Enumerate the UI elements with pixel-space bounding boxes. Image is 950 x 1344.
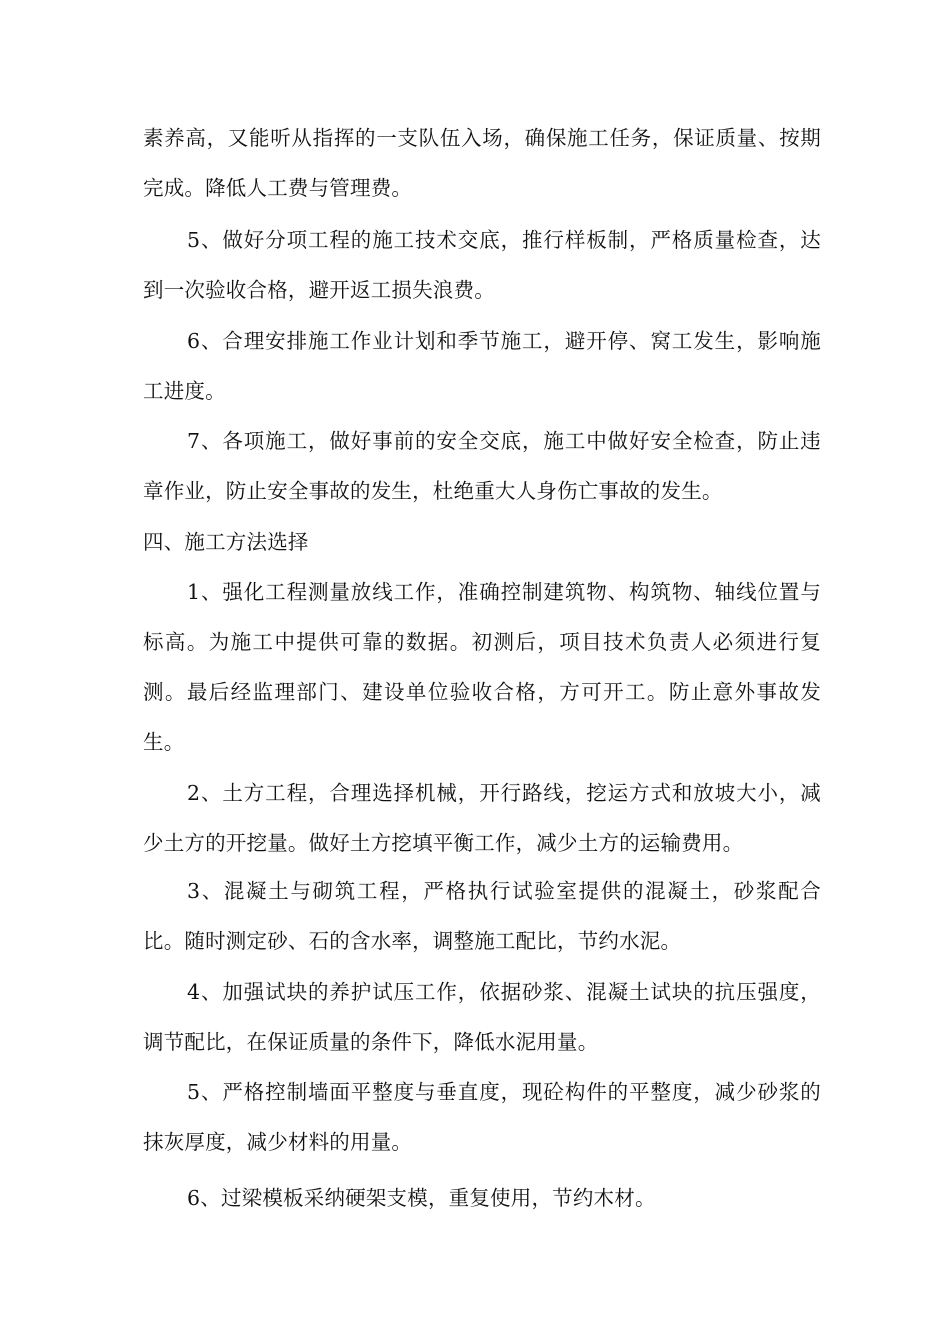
paragraph-item-7: 7、各项施工，做好事前的安全交底，施工中做好安全检查，防止违章作业，防止安全事故的发生，杜绝重大人身伤亡事故的发生。 bbox=[143, 429, 821, 503]
paragraph-method-6: 6、过梁模板采纳硬架支模，重复使用，节约木材。 bbox=[187, 1186, 656, 1210]
paragraph-continuation: 素养高，又能听从指挥的一支队伍入场，确保施工任务，保证质量、按期完成。降低人工费与管理费。 bbox=[143, 126, 821, 200]
paragraph-method-5: 5、严格控制墙面平整度与垂直度，现砼构件的平整度，减少砂浆的抹灰厚度，减少材料的用量。 bbox=[143, 1080, 821, 1154]
paragraph-item-5: 5、做好分项工程的施工技术交底，推行样板制，严格质量检查，达到一次验收合格，避开返工损失浪费。 bbox=[143, 228, 821, 302]
paragraph-item-6: 6、合理安排施工作业计划和季节施工，避开停、窝工发生，影响施工进度。 bbox=[143, 329, 821, 403]
paragraph-method-1: 1、强化工程测量放线工作，准确控制建筑物、构筑物、轴线位置与标高。为施工中提供可靠的数据。初测后，项目技术负责人必须进行复测。最后经监理部门、建设单位验收合格，方可开工。防止意外事故发生。 bbox=[143, 580, 821, 754]
paragraph-method-4: 4、加强试块的养护试压工作，依据砂浆、混凝土试块的抗压强度，调节配比，在保证质量的条件下，降低水泥用量。 bbox=[143, 980, 821, 1054]
paragraph-method-3: 3、混凝土与砌筑工程，严格执行试验室提供的混凝土，砂浆配合比。随时测定砂、石的含水率，调整施工配比，节约水泥。 bbox=[143, 879, 821, 953]
paragraph-method-2: 2、土方工程，合理选择机械，开行路线，挖运方式和放坡大小，减少土方的开挖量。做好土方挖填平衡工作，减少土方的运输费用。 bbox=[143, 781, 821, 855]
section-heading: 四、施工方法选择 bbox=[143, 530, 309, 554]
